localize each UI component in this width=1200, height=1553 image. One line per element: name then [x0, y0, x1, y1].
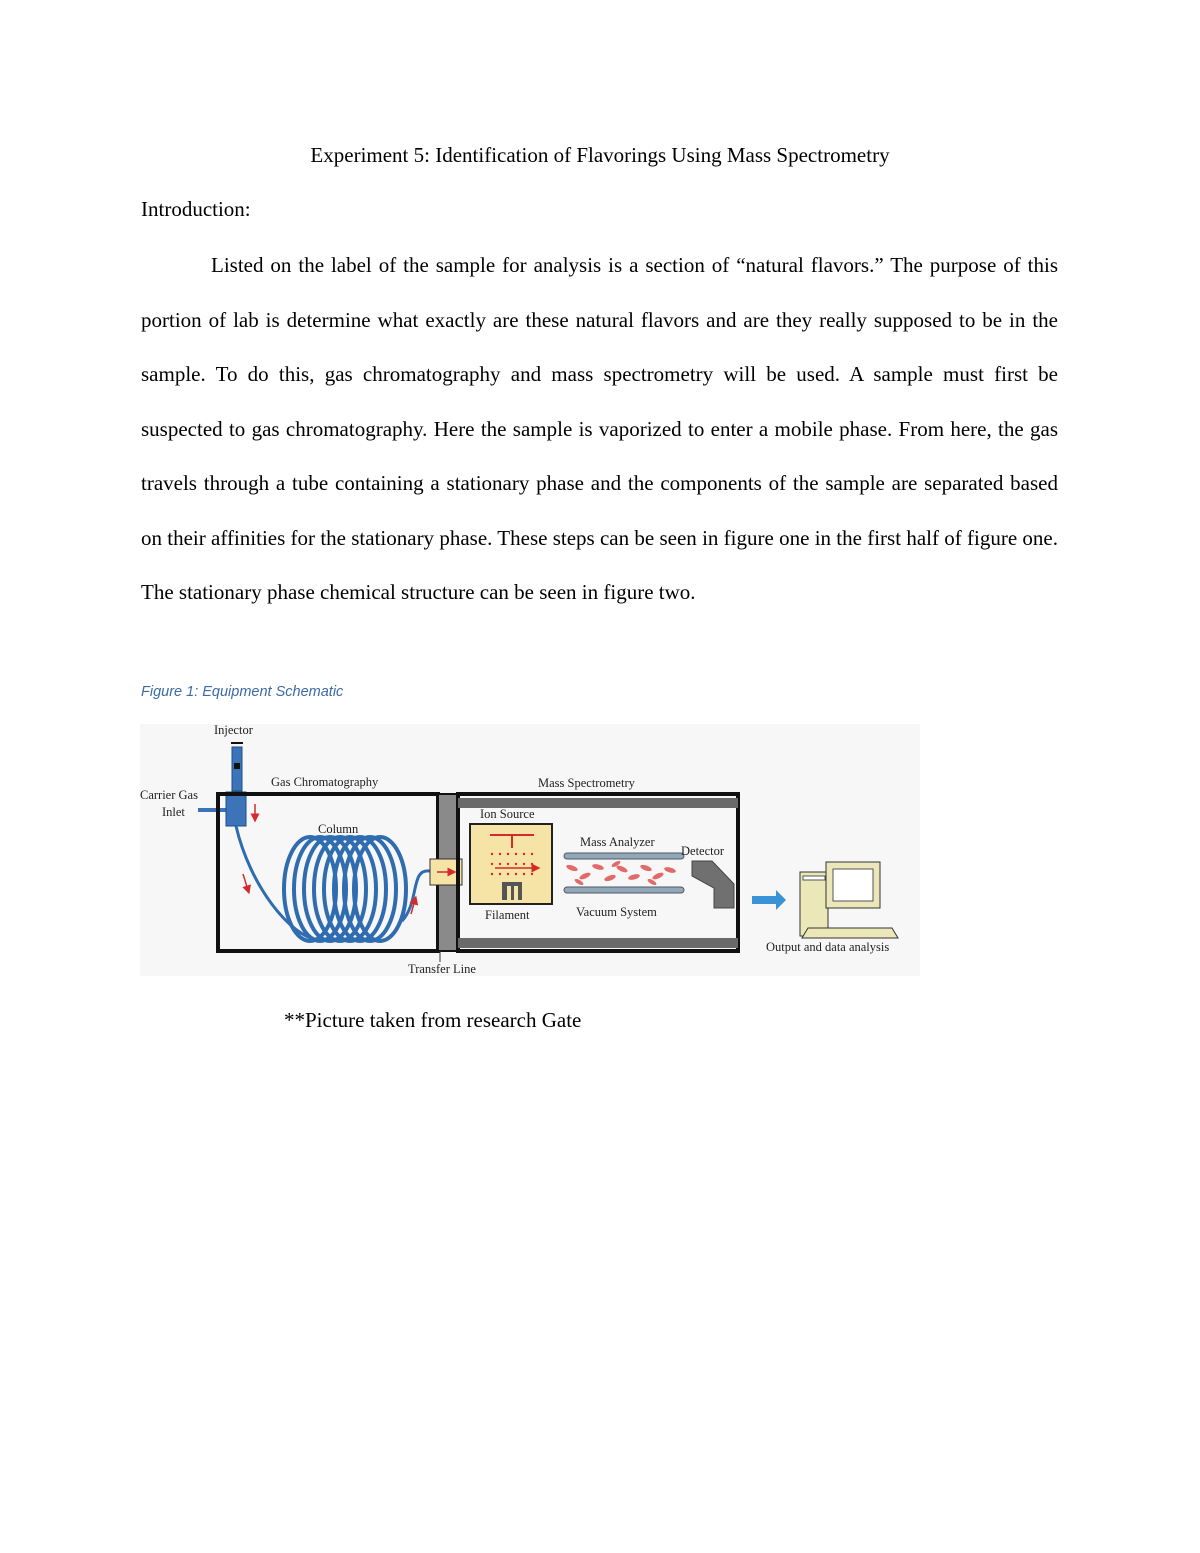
intro-paragraph: [141, 238, 1058, 620]
detector-label: Detector: [681, 844, 725, 858]
filament-wire-2: [514, 886, 518, 900]
mass-spectrometry-label: Mass Spectrometry: [538, 776, 635, 790]
page-title: Experiment 5: Identification of Flavorings Using Mass Spectrometry: [310, 143, 890, 167]
figure-credit: **Picture taken from research Gate: [284, 1008, 582, 1032]
injector-port: [234, 763, 240, 769]
mass-analyzer-label: Mass Analyzer: [580, 835, 655, 849]
filament-block: [502, 882, 522, 900]
inlet-label: Inlet: [162, 805, 185, 819]
figure-caption: Figure 1: Equipment Schematic: [141, 684, 344, 700]
vacuum-system-label: Vacuum System: [576, 905, 657, 919]
carrier-gas-label: Carrier Gas: [140, 788, 198, 802]
section-heading: Introduction:: [141, 197, 251, 221]
filament-label: Filament: [485, 908, 530, 922]
analyzer-rod-top: [564, 853, 684, 859]
analyzer-rod-bottom: [564, 887, 684, 893]
transfer-line-label: Transfer Line: [408, 962, 476, 976]
equipment-schematic: [140, 716, 920, 981]
injector-housing: [226, 792, 246, 826]
gc-ms-diagram: [140, 716, 920, 981]
ms-bottom-wall: [458, 938, 738, 948]
gas-chromatography-label: Gas Chromatography: [271, 775, 379, 789]
filament-wire-1: [507, 886, 511, 900]
ion-source-label: Ion Source: [480, 807, 535, 821]
intro-paragraph-text: Listed on the label of the sample for analysis is a section of “natural flavors.” The purpose of this portion of lab is determine what exactly are these natural flavors and are they really supposed to be in the sample. To do this, gas chromatography and mass spectrometry will be used. A sample must first be suspected to gas chromatography. Here the sample is vaporized to enter a mobile phase. From here, the gas travels through a tube containing a stationary phase and the components of the sample are separated based on their affinities for the stationary phase. These steps can be seen in figure one in the first half of figure one. The stationary phase chemical structure can be seen in figure two.: [141, 253, 1058, 604]
injector-label: Injector: [214, 723, 253, 737]
output-label: Output and data analysis: [766, 940, 890, 954]
column-label: Column: [318, 822, 359, 836]
